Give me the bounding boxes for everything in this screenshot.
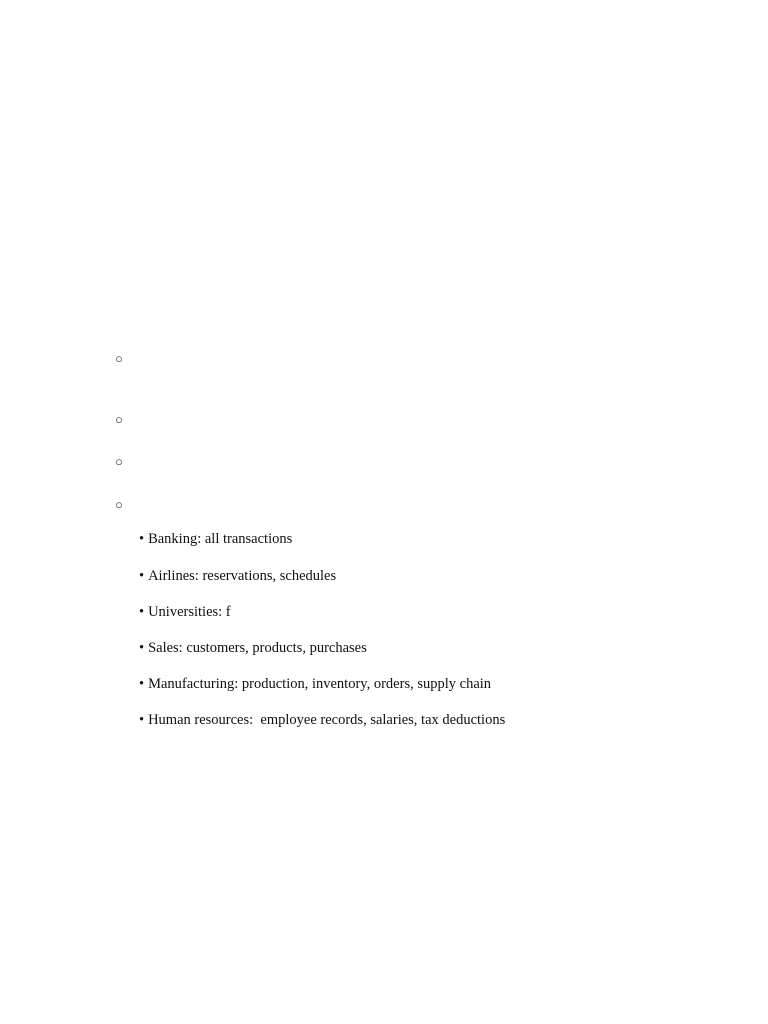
list-item-text: Universities: f [148,604,231,620]
list-item-airlines [139,567,336,585]
list-item-human-resources [139,711,505,729]
bullet-dot: • [139,676,145,692]
bullet-dot: • [139,640,145,656]
list-item-sales [139,639,367,657]
list-item-text: Human resources: employee records, salaries, tax deductions [148,712,506,728]
list-item-text: Airlines: reservations, schedules [148,568,337,584]
list-item-banking [139,530,292,548]
bullet-dot: • [139,531,145,547]
list-item-manufacturing [139,675,491,693]
bullet-dot: • [139,604,145,620]
hollow-bullet: ○ [115,454,123,469]
hollow-bullet: ○ [115,497,123,512]
list-item-text: Banking: all transactions [148,531,293,547]
bullet-list [139,0,739,1024]
list-item-universities [139,603,231,621]
bullet-dot: • [139,568,145,584]
hollow-bullet: ○ [115,412,123,427]
bullet-dot: • [139,712,145,728]
hollow-bullet-column [115,0,135,1024]
list-item-text: Sales: customers, products, purchases [148,640,367,656]
hollow-bullet: ○ [115,351,123,366]
list-item-text: Manufacturing: production, inventory, orders, supply chain [148,676,492,692]
